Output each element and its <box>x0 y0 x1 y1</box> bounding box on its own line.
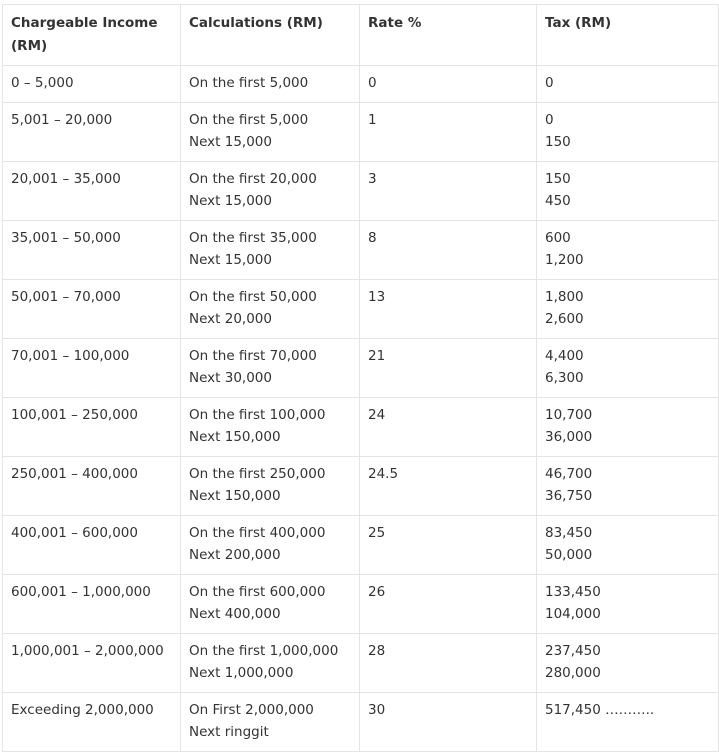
cell-calculations <box>181 692 360 751</box>
cell-tax <box>537 692 719 751</box>
calculation-line: Next 400,000 <box>189 606 281 622</box>
cell-calculations <box>181 633 360 692</box>
cell-tax <box>537 574 719 633</box>
calculation-line: On the first 250,000 <box>189 465 326 482</box>
cell-rate: 1 <box>360 102 537 161</box>
cell-calculations <box>181 574 360 633</box>
cell-tax <box>537 66 719 103</box>
tax-line: 450 <box>545 193 571 209</box>
cell-chargeable-income: 50,001 – 70,000 <box>3 279 181 338</box>
table-row <box>3 279 719 338</box>
calculation-line: On the first 5,000 <box>189 111 309 128</box>
tax-line: 600 <box>545 229 571 246</box>
tax-line: 237,450 <box>545 642 601 659</box>
tax-line: 83,450 <box>545 524 593 541</box>
cell-chargeable-income: 1,000,001 – 2,000,000 <box>3 633 181 692</box>
calculation-line: Next 15,000 <box>189 134 272 150</box>
table-row <box>3 338 719 397</box>
cell-rate: 0 <box>360 66 537 103</box>
cell-rate: 3 <box>360 161 537 220</box>
tax-rate-table <box>2 4 719 752</box>
cell-tax <box>537 397 719 456</box>
tax-line: 517,450 ……….. <box>545 701 655 718</box>
cell-calculations <box>181 220 360 279</box>
tax-line: 1,200 <box>545 252 584 268</box>
tax-line: 133,450 <box>545 583 601 600</box>
cell-chargeable-income: Exceeding 2,000,000 <box>3 692 181 751</box>
table-header-row <box>3 5 719 66</box>
tax-line: 280,000 <box>545 665 601 681</box>
cell-calculations <box>181 515 360 574</box>
tax-line: 4,400 <box>545 347 584 364</box>
table-row <box>3 161 719 220</box>
tax-line: 10,700 <box>545 406 593 423</box>
calculation-line: On the first 5,000 <box>189 75 309 91</box>
cell-tax <box>537 161 719 220</box>
calculation-line: On the first 35,000 <box>189 229 317 246</box>
calculation-line: On the first 50,000 <box>189 288 317 305</box>
calculation-line: On the first 400,000 <box>189 524 326 541</box>
table-row <box>3 456 719 515</box>
cell-chargeable-income: 250,001 – 400,000 <box>3 456 181 515</box>
calculation-line: On the first 20,000 <box>189 170 317 187</box>
cell-calculations <box>181 397 360 456</box>
cell-rate: 28 <box>360 633 537 692</box>
cell-calculations <box>181 161 360 220</box>
cell-rate: 30 <box>360 692 537 751</box>
header-tax: Tax (RM) <box>537 5 719 66</box>
table-body <box>3 66 719 752</box>
tax-line: 36,750 <box>545 488 593 504</box>
header-calculations: Calculations (RM) <box>181 5 360 66</box>
tax-line: 46,700 <box>545 465 593 482</box>
table-row <box>3 397 719 456</box>
tax-line: 1,800 <box>545 288 584 305</box>
cell-chargeable-income: 600,001 – 1,000,000 <box>3 574 181 633</box>
cell-tax <box>537 633 719 692</box>
cell-chargeable-income: 0 – 5,000 <box>3 66 181 103</box>
table-row <box>3 220 719 279</box>
calculation-line: Next 20,000 <box>189 311 272 327</box>
cell-calculations <box>181 102 360 161</box>
cell-chargeable-income: 70,001 – 100,000 <box>3 338 181 397</box>
table-row <box>3 66 719 103</box>
calculation-line: On the first 1,000,000 <box>189 642 339 659</box>
cell-chargeable-income: 5,001 – 20,000 <box>3 102 181 161</box>
tax-line: 0 <box>545 75 554 91</box>
table-row <box>3 515 719 574</box>
cell-calculations <box>181 338 360 397</box>
cell-tax <box>537 338 719 397</box>
cell-rate: 26 <box>360 574 537 633</box>
cell-rate: 13 <box>360 279 537 338</box>
table-row <box>3 692 719 751</box>
cell-rate: 21 <box>360 338 537 397</box>
tax-line: 150 <box>545 134 571 150</box>
calculation-line: Next 150,000 <box>189 488 281 504</box>
tax-line: 50,000 <box>545 547 593 563</box>
cell-tax <box>537 220 719 279</box>
calculation-line: Next 200,000 <box>189 547 281 563</box>
cell-chargeable-income: 35,001 – 50,000 <box>3 220 181 279</box>
tax-line: 0 <box>545 111 554 128</box>
cell-calculations <box>181 279 360 338</box>
cell-chargeable-income: 400,001 – 600,000 <box>3 515 181 574</box>
cell-chargeable-income: 20,001 – 35,000 <box>3 161 181 220</box>
calculation-line: Next 1,000,000 <box>189 665 294 681</box>
table-row <box>3 102 719 161</box>
cell-calculations <box>181 66 360 103</box>
tax-line: 104,000 <box>545 606 601 622</box>
cell-tax <box>537 279 719 338</box>
calculation-line: Next ringgit <box>189 724 269 740</box>
cell-tax <box>537 515 719 574</box>
calculation-line: On First 2,000,000 <box>189 701 314 718</box>
cell-tax <box>537 456 719 515</box>
calculation-line: Next 15,000 <box>189 252 272 268</box>
calculation-line: Next 30,000 <box>189 370 272 386</box>
cell-tax <box>537 102 719 161</box>
cell-rate: 8 <box>360 220 537 279</box>
calculation-line: On the first 70,000 <box>189 347 317 364</box>
calculation-line: Next 150,000 <box>189 429 281 445</box>
tax-line: 2,600 <box>545 311 584 327</box>
cell-rate: 24 <box>360 397 537 456</box>
cell-chargeable-income: 100,001 – 250,000 <box>3 397 181 456</box>
header-chargeable-income: Chargeable Income (RM) <box>3 5 181 66</box>
tax-line: 36,000 <box>545 429 593 445</box>
calculation-line: On the first 100,000 <box>189 406 326 423</box>
calculation-line: Next 15,000 <box>189 193 272 209</box>
tax-line: 6,300 <box>545 370 584 386</box>
tax-line: 150 <box>545 170 571 187</box>
table-row <box>3 633 719 692</box>
cell-calculations <box>181 456 360 515</box>
cell-rate: 24.5 <box>360 456 537 515</box>
calculation-line: On the first 600,000 <box>189 583 326 600</box>
table-row <box>3 574 719 633</box>
cell-rate: 25 <box>360 515 537 574</box>
header-rate: Rate % <box>360 5 537 66</box>
